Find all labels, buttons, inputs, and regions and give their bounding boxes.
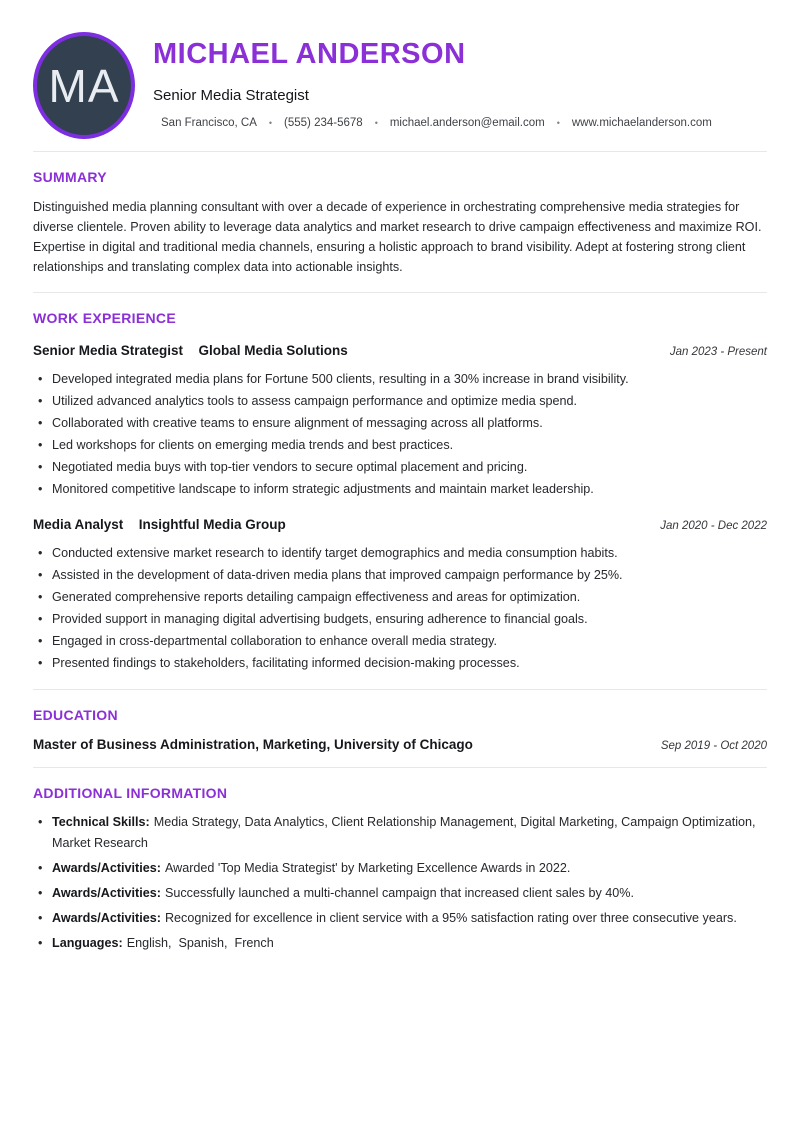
job-bullet: • Provided support in managing digital advertising budgets, ensuring adherence to financial goals. [33,608,767,630]
info-item-label: Languages: [52,936,123,950]
job-company: Insightful Media Group [138,517,286,532]
info-item-text: English, Spanish, French [126,936,274,950]
job-dates: Jan 2020 - Dec 2022 [660,520,767,532]
additional-info-list [33,812,767,954]
contact-separator-dot: • [268,118,273,128]
info-item-text: Recognized for excellence in client service with a 95% satisfaction rating over three consecutive years. [164,911,737,925]
job-bullet-list [33,368,767,500]
contact-row [161,117,767,129]
resume-header [33,0,767,151]
contact-location: San Francisco, CA [161,117,257,129]
info-item-label: Awards/Activities: [52,911,161,925]
job-title: Senior Media Strategist [33,343,184,358]
avatar-initials: MA [48,59,120,112]
job-bullet: • Developed integrated media plans for Fortune 500 clients, resulting in a 30% increase in brand visibility. [33,368,767,390]
job-bullet: • Collaborated with creative teams to ensure alignment of messaging across all platforms. [33,412,767,434]
job-title-line [33,516,286,534]
person-job-title: Senior Media Strategist [153,87,309,104]
contact-separator-dot: • [556,118,560,128]
info-item-text: Successfully launched a multi-channel campaign that increased client sales by 40%. [164,886,634,900]
job-entry [33,342,767,500]
info-item-label: Technical Skills: [52,815,150,829]
job-bullet: • Monitored competitive landscape to inform strategic adjustments and maintain market leadership. [33,478,767,500]
job-dates: Jan 2023 - Present [669,346,767,358]
contact-website: www.michaelanderson.com [571,117,712,129]
contact-email: michael.anderson@email.com [389,117,545,129]
contact-separator-dot: • [374,118,378,128]
job-title-line [33,342,348,360]
summary-section [33,152,767,292]
education-section [33,690,767,767]
work-experience-heading: WORK EXPERIENCE [33,310,176,326]
summary-text: Distinguished media planning consultant with over a decade of experience in orchestrating comprehensive media strategies for diverse clientele. Proven ability to leverage data analytics and market research to drive campaign effectiveness and maximize ROI. Expertise in digital and traditional media channels, ensuring a holistic approach to brand visibility. Adept at fostering strong client relationships and translating complex data into actionable insights. [33,200,762,274]
job-bullet: • Engaged in cross-departmental collaboration to enhance overall media strategy. [33,630,767,652]
job-bullet-list [33,542,767,674]
job-company: Global Media Solutions [198,343,348,358]
info-item-text: Awarded 'Top Media Strategist' by Marketing Excellence Awards in 2022. [164,861,571,875]
job-entry [33,516,767,674]
header-text [153,32,767,129]
info-item-label: Awards/Activities: [52,886,161,900]
education-dates: Sep 2019 - Oct 2020 [660,740,767,752]
additional-information-section [33,768,767,973]
summary-heading: SUMMARY [33,169,107,185]
work-experience-section [33,293,767,689]
info-item-awards [33,908,767,929]
job-bullet: • Generated comprehensive reports detailing campaign effectiveness and areas for optimization. [33,586,767,608]
info-item-technical-skills [33,812,767,854]
info-item-label: Awards/Activities: [52,861,161,875]
job-title: Media Analyst [33,517,124,532]
info-item-awards [33,858,767,879]
job-header [33,516,767,534]
info-item-text: Media Strategy, Data Analytics, Client Relationship Management, Digital Marketing, Campaign Optimization, Market Research [52,815,760,850]
education-entry [33,737,767,752]
info-item-languages [33,933,767,954]
contact-phone: (555) 234-5678 [284,117,363,129]
job-bullet: • Conducted extensive market research to identify target demographics and media consumption habits. [33,542,767,564]
job-bullet: • Negotiated media buys with top-tier vendors to secure optimal placement and pricing. [33,456,767,478]
job-bullet: • Presented findings to stakeholders, facilitating informed decision-making processes. [33,652,767,674]
education-degree: Master of Business Administration, Marketing, University of Chicago [33,737,473,752]
person-name: MICHAEL ANDERSON [153,38,466,70]
job-header [33,342,767,360]
info-item-awards [33,883,767,904]
job-bullet: • Utilized advanced analytics tools to assess campaign performance and optimize media spend. [33,390,767,412]
additional-information-heading: ADDITIONAL INFORMATION [33,785,228,801]
education-heading: EDUCATION [33,707,118,723]
job-bullet: • Led workshops for clients on emerging media trends and best practices. [33,434,767,456]
job-bullet: • Assisted in the development of data-driven media plans that improved campaign performance by 25%. [33,564,767,586]
avatar [33,32,135,139]
